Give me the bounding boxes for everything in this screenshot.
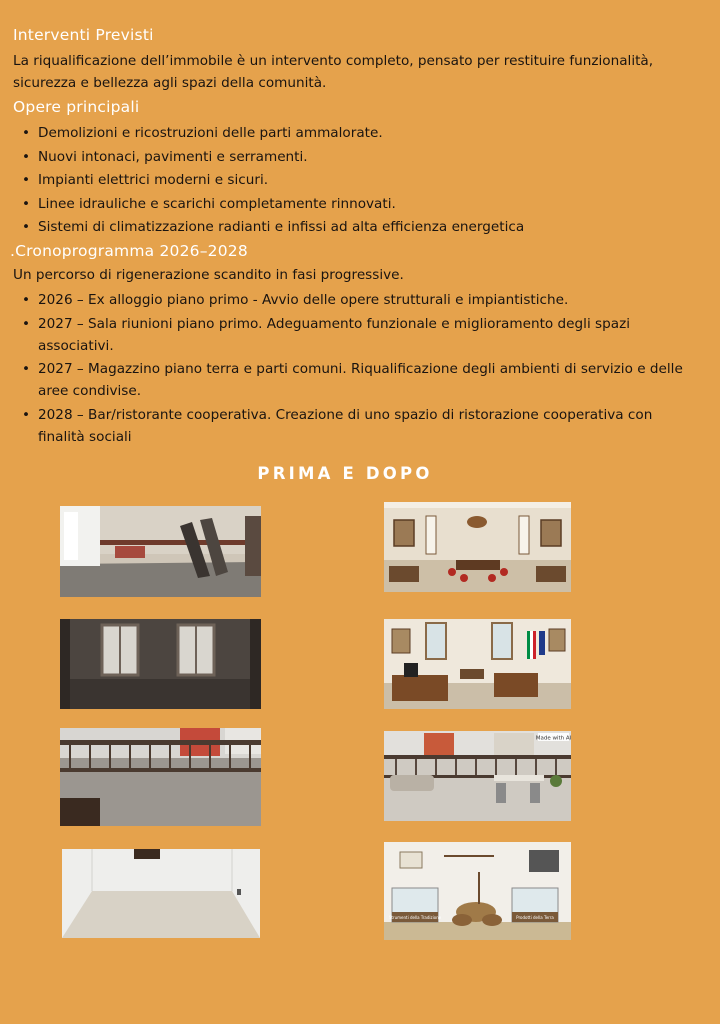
after-photo-4 [384,842,571,940]
before-photo-3 [60,728,261,826]
list-item: • Sistemi di climatizzazione radianti e infissi ad alta efficienza energetica [22,216,702,238]
before-photo-1 [60,506,261,597]
list-item: • 2027 – Magazzino piano terra e parti comuni. Riqualificazione degli ambienti di servizio e delle aree condivise. [22,358,702,402]
list-item: • Linee idrauliche e scarichi completamente rinnovati. [22,193,702,215]
list-item: • Demolizioni e ricostruzioni delle parti ammalorate. [22,122,702,144]
before-after-title: PRIMA E DOPO [257,464,433,483]
after-photo-2 [384,619,571,709]
ai-watermark: Made with AI [535,735,571,742]
interventi-title: Interventi Previsti [13,26,154,44]
list-item: • Impianti elettrici moderni e sicuri. [22,169,702,191]
museum-label-1: Strumenti della Tradizione [388,915,442,920]
after-photo-3 [384,731,571,821]
list-item: • 2027 – Sala riunioni piano primo. Adeguamento funzionale e miglioramento degli spazi associativi. [22,313,702,357]
crono-title: .Cronoprogramma 2026–2028 [10,242,248,260]
museum-label-2: Prodotti della Terra [516,915,554,920]
list-item: • 2028 – Bar/ristorante cooperativa. Creazione di uno spazio di ristorazione cooperativa con finalità sociali [22,404,702,448]
opere-list [22,122,702,240]
after-photo-1 [384,502,571,592]
list-item: • 2026 – Ex alloggio piano primo - Avvio delle opere strutturali e impiantistiche. [22,289,702,311]
before-photo-2 [60,619,261,709]
list-item: • Nuovi intonaci, pavimenti e serramenti. [22,146,702,168]
opere-title: Opere principali [13,98,140,116]
before-photo-4 [62,849,260,938]
crono-list [22,289,702,449]
interventi-text: La riqualificazione dell’immobile è un intervento completo, pensato per restituire funzionalità, sicurezza e bellezza agli spazi della comunità. [13,53,654,91]
crono-text: Un percorso di rigenerazione scandito in fasi progressive. [13,267,404,283]
